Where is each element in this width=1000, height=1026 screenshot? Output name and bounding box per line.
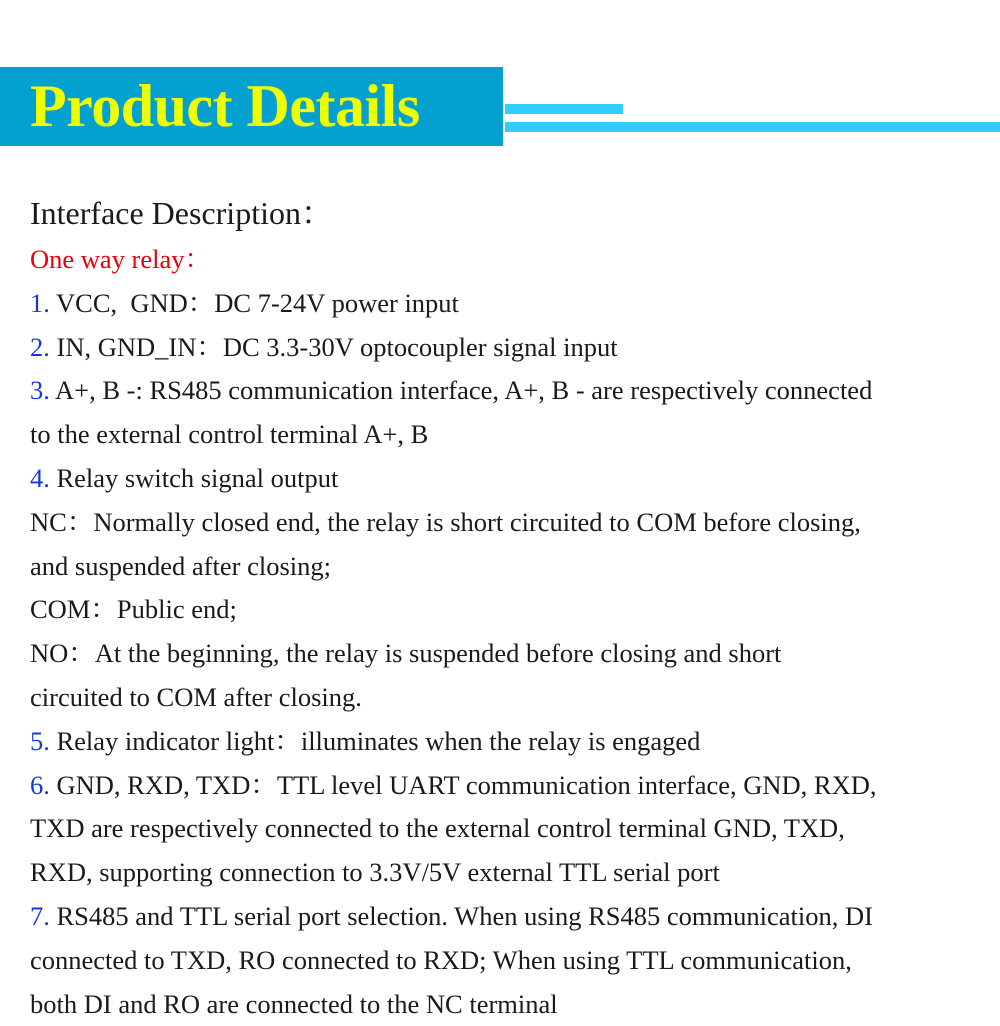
section-heading: Interface Description： <box>30 195 333 231</box>
line-text: connected to TXD, RO connected to RXD; When using TTL communication, <box>30 944 852 975</box>
description-line <box>30 939 1000 983</box>
line-text: and suspended after closing; <box>30 550 331 581</box>
description-body <box>30 238 1000 1026</box>
line-text: COM：Public end; <box>30 594 237 625</box>
line-text: VCC, GND：DC 7-24V power input <box>49 287 459 318</box>
description-line <box>30 326 1000 370</box>
line-text: IN, GND_IN：DC 3.3-30V optocoupler signal input <box>49 331 618 362</box>
description-line <box>30 369 1000 413</box>
description-line <box>30 457 1000 501</box>
item-number: 6. <box>30 769 50 800</box>
banner-title: Product Details <box>30 73 420 139</box>
line-text: RS485 and TTL serial port selection. When using RS485 communication, DI <box>49 900 873 931</box>
product-details-banner <box>0 67 503 146</box>
decorative-bar-long <box>505 122 1000 132</box>
line-text: circuited to COM after closing. <box>30 681 362 712</box>
line-text: NO：At the beginning, the relay is suspended before closing and short <box>30 638 782 669</box>
line-text: Relay switch signal output <box>49 462 339 493</box>
description-line <box>30 983 1000 1026</box>
line-text: Relay indicator light：illuminates when the relay is engaged <box>49 725 701 756</box>
description-line <box>30 501 1000 545</box>
line-text: both DI and RO are connected to the NC terminal <box>30 988 558 1019</box>
description-line <box>30 851 1000 895</box>
item-number: 1. <box>30 287 50 318</box>
description-line <box>30 413 1000 457</box>
decorative-bar-short <box>505 104 623 114</box>
line-text: A+, B -: RS485 communication interface, A+, B - are respectively connected <box>49 375 873 406</box>
line-text: TXD are respectively connected to the external control terminal GND, TXD, <box>30 813 845 844</box>
item-number: 5. <box>30 725 50 756</box>
item-number: 4. <box>30 462 50 493</box>
description-line <box>30 895 1000 939</box>
item-number: 2. <box>30 331 50 362</box>
description-line <box>30 545 1000 589</box>
item-number: 3. <box>30 375 50 406</box>
description-line <box>30 282 1000 326</box>
line-text: NC：Normally closed end, the relay is short circuited to COM before closing, <box>30 506 861 537</box>
description-line <box>30 676 1000 720</box>
description-line <box>30 588 1000 632</box>
description-line <box>30 807 1000 851</box>
relay-type-label: One way relay： <box>30 244 212 274</box>
line-text: GND, RXD, TXD：TTL level UART communication interface, GND, RXD, <box>49 769 877 800</box>
description-line <box>30 632 1000 676</box>
item-number: 7. <box>30 900 50 931</box>
line-text: to the external control terminal A+, B <box>30 419 429 450</box>
description-line <box>30 720 1000 764</box>
line-text: RXD, supporting connection to 3.3V/5V external TTL serial port <box>30 857 720 888</box>
description-line <box>30 764 1000 808</box>
